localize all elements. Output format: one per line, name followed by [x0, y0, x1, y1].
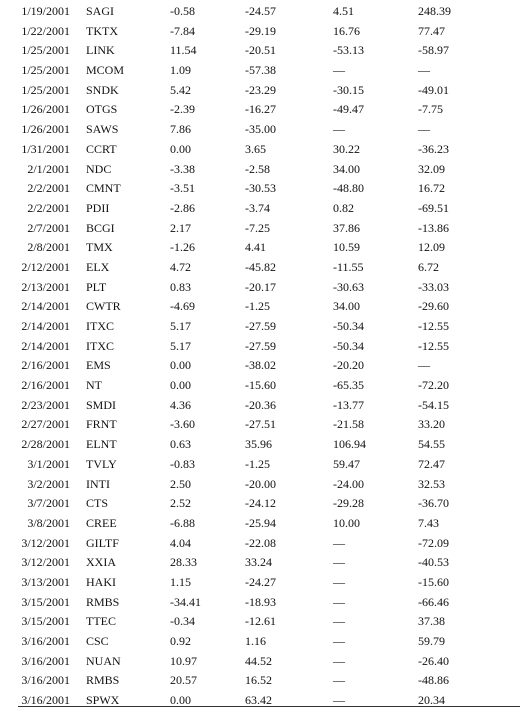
table-row: [0, 435, 520, 455]
value-cell-1: 5.42: [170, 82, 191, 97]
value-cell-3: -49.47: [333, 102, 364, 117]
value-cell-2: -18.93: [245, 594, 276, 609]
date-cell: 1/26/2001: [21, 102, 70, 117]
date-cell: 3/13/2001: [21, 574, 70, 589]
date-cell: 1/19/2001: [21, 4, 70, 18]
value-cell-2: 4.41: [245, 240, 266, 255]
value-cell-2: -1.25: [245, 299, 270, 314]
table-row: [0, 475, 520, 495]
ticker-cell: XXIA: [86, 555, 116, 570]
value-cell-4: 72.47: [418, 456, 445, 471]
value-cell-2: -22.08: [245, 535, 276, 550]
value-cell-4: 54.55: [418, 437, 445, 452]
value-cell-3: 59.47: [333, 456, 360, 471]
ticker-cell: TVLY: [86, 456, 117, 471]
value-cell-4: -36.70: [418, 496, 449, 511]
value-cell-3: —: [333, 574, 345, 589]
table-row: [0, 612, 520, 632]
value-cell-4: -12.55: [418, 338, 449, 353]
date-cell: 3/16/2001: [21, 634, 70, 648]
ticker-cell: NDC: [86, 161, 112, 176]
ticker-cell: BCGI: [86, 220, 115, 235]
ticker-cell: SAGI: [86, 4, 115, 18]
value-cell-2: 16.52: [245, 673, 272, 688]
date-cell: 1/22/2001: [21, 23, 70, 38]
date-cell: 3/12/2001: [21, 555, 70, 570]
value-cell-3: —: [333, 122, 345, 137]
value-cell-2: -30.53: [245, 181, 276, 196]
date-cell: 3/8/2001: [27, 515, 70, 530]
value-cell-4: -72.20: [418, 378, 449, 393]
value-cell-4: 37.38: [418, 614, 445, 629]
table-row: [0, 356, 520, 376]
table-row: [0, 553, 520, 573]
ticker-cell: ITXC: [86, 338, 114, 353]
date-cell: 1/25/2001: [21, 63, 70, 78]
value-cell-1: 1.09: [170, 63, 191, 78]
ticker-cell: HAKI: [86, 574, 116, 589]
table-row: [0, 100, 520, 120]
value-cell-4: 16.72: [418, 181, 445, 196]
ticker-cell: SPWX: [86, 693, 120, 708]
date-cell: 2/14/2001: [21, 299, 70, 314]
value-cell-2: 33.24: [245, 555, 272, 570]
value-cell-3: 37.86: [333, 220, 360, 235]
value-cell-2: -57.38: [245, 63, 276, 78]
table-row: [0, 632, 520, 652]
value-cell-1: -4.69: [170, 299, 195, 314]
value-cell-2: 63.42: [245, 693, 272, 708]
value-cell-3: —: [333, 634, 345, 648]
value-cell-3: 10.59: [333, 240, 360, 255]
value-cell-4: -13.86: [418, 220, 449, 235]
value-cell-3: -21.58: [333, 417, 364, 432]
value-cell-4: -29.60: [418, 299, 449, 314]
value-cell-1: 5.17: [170, 338, 191, 353]
table-row: [0, 593, 520, 613]
value-cell-3: -53.13: [333, 43, 364, 58]
value-cell-1: 4.36: [170, 397, 191, 412]
value-cell-1: -6.88: [170, 515, 195, 530]
date-cell: 2/16/2001: [21, 358, 70, 373]
value-cell-1: 7.86: [170, 122, 191, 137]
value-cell-2: -2.58: [245, 161, 270, 176]
value-cell-3: -65.35: [333, 378, 364, 393]
ticker-cell: CWTR: [86, 299, 121, 314]
value-cell-4: -69.51: [418, 200, 449, 215]
value-cell-3: —: [333, 693, 345, 708]
date-cell: 2/2/2001: [27, 200, 70, 215]
table-row: [0, 455, 520, 475]
value-cell-2: 35.96: [245, 437, 272, 452]
table-row: [0, 317, 520, 337]
ticker-cell: SNDK: [86, 82, 119, 97]
value-cell-2: -25.94: [245, 515, 276, 530]
ticker-cell: GILTF: [86, 535, 119, 550]
value-cell-4: -58.97: [418, 43, 449, 58]
date-cell: 3/2/2001: [27, 476, 70, 491]
value-cell-4: -15.60: [418, 574, 449, 589]
value-cell-2: 1.16: [245, 634, 266, 648]
table-row: [0, 120, 520, 140]
table-row: [0, 238, 520, 258]
date-cell: 3/7/2001: [27, 496, 70, 511]
value-cell-1: -1.26: [170, 240, 195, 255]
value-cell-2: 3.65: [245, 141, 266, 156]
value-cell-4: 33.20: [418, 417, 445, 432]
value-cell-2: -38.02: [245, 358, 276, 373]
value-cell-4: -12.55: [418, 319, 449, 333]
ticker-cell: NUAN: [86, 653, 121, 668]
value-cell-3: 34.00: [333, 299, 360, 314]
date-cell: 2/23/2001: [21, 397, 70, 412]
value-cell-1: -0.83: [170, 456, 195, 471]
ticker-cell: CMNT: [86, 181, 121, 196]
ticker-cell: TMX: [86, 240, 113, 255]
ticker-cell: RMBS: [86, 594, 120, 609]
date-cell: 2/12/2001: [21, 259, 70, 274]
value-cell-2: -24.12: [245, 496, 276, 511]
value-cell-4: 12.09: [418, 240, 445, 255]
value-cell-3: —: [333, 653, 345, 668]
ticker-cell: ELNT: [86, 437, 117, 452]
value-cell-4: -49.01: [418, 82, 449, 97]
value-cell-2: -15.60: [245, 378, 276, 393]
value-cell-1: 0.63: [170, 437, 191, 452]
table-row: [0, 652, 520, 672]
date-cell: 2/13/2001: [21, 279, 70, 294]
date-cell: 3/16/2001: [21, 653, 70, 668]
value-cell-3: 30.22: [333, 141, 360, 156]
value-cell-4: 248.39: [418, 4, 451, 18]
table-row: [0, 22, 520, 42]
value-cell-1: -2.86: [170, 200, 195, 215]
value-cell-4: -48.86: [418, 673, 449, 688]
value-cell-2: -20.36: [245, 397, 276, 412]
value-cell-1: -34.41: [170, 594, 201, 609]
value-cell-1: 2.50: [170, 476, 191, 491]
value-cell-1: 0.00: [170, 141, 191, 156]
value-cell-4: 7.43: [418, 515, 439, 530]
table-row: [0, 337, 520, 357]
value-cell-2: -7.25: [245, 220, 270, 235]
value-cell-1: 5.17: [170, 319, 191, 333]
value-cell-4: —: [418, 63, 430, 78]
value-cell-4: -66.46: [418, 594, 449, 609]
value-cell-1: -0.34: [170, 614, 195, 629]
date-cell: 3/1/2001: [27, 456, 70, 471]
value-cell-1: 4.04: [170, 535, 191, 550]
value-cell-3: —: [333, 63, 345, 78]
ticker-cell: CSC: [86, 634, 109, 648]
value-cell-2: -29.19: [245, 23, 276, 38]
ticker-cell: INTI: [86, 476, 110, 491]
value-cell-1: -0.58: [170, 4, 195, 18]
value-cell-4: -72.09: [418, 535, 449, 550]
value-cell-1: 4.72: [170, 259, 191, 274]
value-cell-2: -12.61: [245, 614, 276, 629]
table-row: [0, 179, 520, 199]
date-cell: 3/16/2001: [21, 673, 70, 688]
table-row: [0, 671, 520, 691]
value-cell-1: -2.39: [170, 102, 195, 117]
value-cell-4: 6.72: [418, 259, 439, 274]
value-cell-2: 44.52: [245, 653, 272, 668]
table-row: [0, 41, 520, 61]
value-cell-1: 10.97: [170, 653, 197, 668]
value-cell-2: -27.51: [245, 417, 276, 432]
table-row: [0, 415, 520, 435]
ticker-cell: CREE: [86, 515, 117, 530]
table-row: [0, 534, 520, 554]
value-cell-3: -30.15: [333, 82, 364, 97]
value-cell-4: -33.03: [418, 279, 449, 294]
table-row: [0, 2, 520, 22]
ticker-cell: TKTX: [86, 23, 118, 38]
value-cell-4: -36.23: [418, 141, 449, 156]
ticker-cell: TTEC: [86, 614, 116, 629]
value-cell-3: -50.34: [333, 338, 364, 353]
value-cell-1: 28.33: [170, 555, 197, 570]
value-cell-3: —: [333, 673, 345, 688]
table-row: [0, 376, 520, 396]
value-cell-1: 0.00: [170, 378, 191, 393]
date-cell: 2/14/2001: [21, 338, 70, 353]
value-cell-2: -27.59: [245, 338, 276, 353]
value-cell-1: 0.92: [170, 634, 191, 648]
table-row: [0, 160, 520, 180]
ticker-cell: OTGS: [86, 102, 118, 117]
value-cell-3: 106.94: [333, 437, 366, 452]
value-cell-3: -11.55: [333, 259, 364, 274]
table-row: [0, 278, 520, 298]
value-cell-1: 0.00: [170, 358, 191, 373]
table-row: [0, 140, 520, 160]
value-cell-2: -24.57: [245, 4, 276, 18]
value-cell-3: —: [333, 594, 345, 609]
ticker-cell: SMDI: [86, 397, 117, 412]
value-cell-3: 0.82: [333, 200, 354, 215]
value-cell-1: -3.38: [170, 161, 195, 176]
table-row: [0, 396, 520, 416]
value-cell-3: —: [333, 535, 345, 550]
value-cell-2: -35.00: [245, 122, 276, 137]
value-cell-3: -30.63: [333, 279, 364, 294]
ticker-cell: CCRT: [86, 141, 117, 156]
ticker-cell: SAWS: [86, 122, 119, 137]
table-row: [0, 297, 520, 317]
value-cell-4: -7.75: [418, 102, 443, 117]
value-cell-2: -3.74: [245, 200, 270, 215]
date-cell: 2/14/2001: [21, 319, 70, 333]
ticker-cell: PDII: [86, 200, 110, 215]
value-cell-1: 2.52: [170, 496, 191, 511]
table-row: [0, 81, 520, 101]
ticker-cell: NT: [86, 378, 102, 393]
ticker-cell: LINK: [86, 43, 115, 58]
date-cell: 3/16/2001: [21, 693, 70, 708]
date-cell: 1/25/2001: [21, 43, 70, 58]
value-cell-3: -13.77: [333, 397, 364, 412]
ticker-cell: CTS: [86, 496, 109, 511]
ticker-cell: ITXC: [86, 319, 114, 333]
date-cell: 1/26/2001: [21, 122, 70, 137]
date-cell: 2/8/2001: [27, 240, 70, 255]
table-bottom-rule: [18, 706, 520, 707]
ticker-cell: MCOM: [86, 63, 125, 78]
date-cell: 3/15/2001: [21, 594, 70, 609]
ticker-cell: RMBS: [86, 673, 120, 688]
value-cell-3: -20.20: [333, 358, 364, 373]
value-cell-3: -50.34: [333, 319, 364, 333]
value-cell-1: 11.54: [170, 43, 197, 58]
value-cell-3: -24.00: [333, 476, 364, 491]
table-row: [0, 219, 520, 239]
value-cell-4: 20.34: [418, 693, 445, 708]
value-cell-4: -26.40: [418, 653, 449, 668]
value-cell-1: -3.51: [170, 181, 195, 196]
value-cell-2: -1.25: [245, 456, 270, 471]
value-cell-1: 20.57: [170, 673, 197, 688]
table-row: [0, 199, 520, 219]
ticker-cell: EMS: [86, 358, 111, 373]
value-cell-2: -20.51: [245, 43, 276, 58]
value-cell-4: -40.53: [418, 555, 449, 570]
value-cell-4: 32.53: [418, 476, 445, 491]
table-row: [0, 494, 520, 514]
date-cell: 2/28/2001: [21, 437, 70, 452]
value-cell-3: 4.51: [333, 4, 354, 18]
value-cell-1: -7.84: [170, 23, 195, 38]
value-cell-1: -3.60: [170, 417, 195, 432]
value-cell-1: 0.83: [170, 279, 191, 294]
value-cell-4: 77.47: [418, 23, 445, 38]
date-cell: 2/7/2001: [27, 220, 70, 235]
value-cell-2: -23.29: [245, 82, 276, 97]
value-cell-2: -24.27: [245, 574, 276, 589]
value-cell-1: 1.15: [170, 574, 191, 589]
value-cell-1: 0.00: [170, 693, 191, 708]
table-body: [0, 2, 520, 711]
date-cell: 3/12/2001: [21, 535, 70, 550]
date-cell: 2/1/2001: [27, 161, 70, 176]
date-cell: 1/31/2001: [21, 141, 70, 156]
value-cell-3: 34.00: [333, 161, 360, 176]
ticker-cell: ELX: [86, 259, 110, 274]
table-row: [0, 514, 520, 534]
table-row: [0, 258, 520, 278]
value-cell-3: —: [333, 555, 345, 570]
date-cell: 2/16/2001: [21, 378, 70, 393]
date-cell: 1/25/2001: [21, 82, 70, 97]
value-cell-4: 32.09: [418, 161, 445, 176]
value-cell-3: 10.00: [333, 515, 360, 530]
value-cell-1: 2.17: [170, 220, 191, 235]
date-cell: 2/2/2001: [27, 181, 70, 196]
value-cell-2: -45.82: [245, 259, 276, 274]
value-cell-2: -16.27: [245, 102, 276, 117]
value-cell-4: —: [418, 358, 430, 373]
table-row: [0, 573, 520, 593]
value-cell-3: —: [333, 614, 345, 629]
value-cell-2: -27.59: [245, 319, 276, 333]
date-cell: 3/15/2001: [21, 614, 70, 629]
value-cell-3: -29.28: [333, 496, 364, 511]
value-cell-4: -54.15: [418, 397, 449, 412]
date-cell: 2/27/2001: [21, 417, 70, 432]
table-row: [0, 61, 520, 81]
value-cell-4: 59.79: [418, 634, 445, 648]
value-cell-4: —: [418, 122, 430, 137]
value-cell-2: -20.17: [245, 279, 276, 294]
value-cell-2: -20.00: [245, 476, 276, 491]
value-cell-3: -48.80: [333, 181, 364, 196]
value-cell-3: 16.76: [333, 23, 360, 38]
ticker-cell: FRNT: [86, 417, 117, 432]
ticker-cell: PLT: [86, 279, 107, 294]
